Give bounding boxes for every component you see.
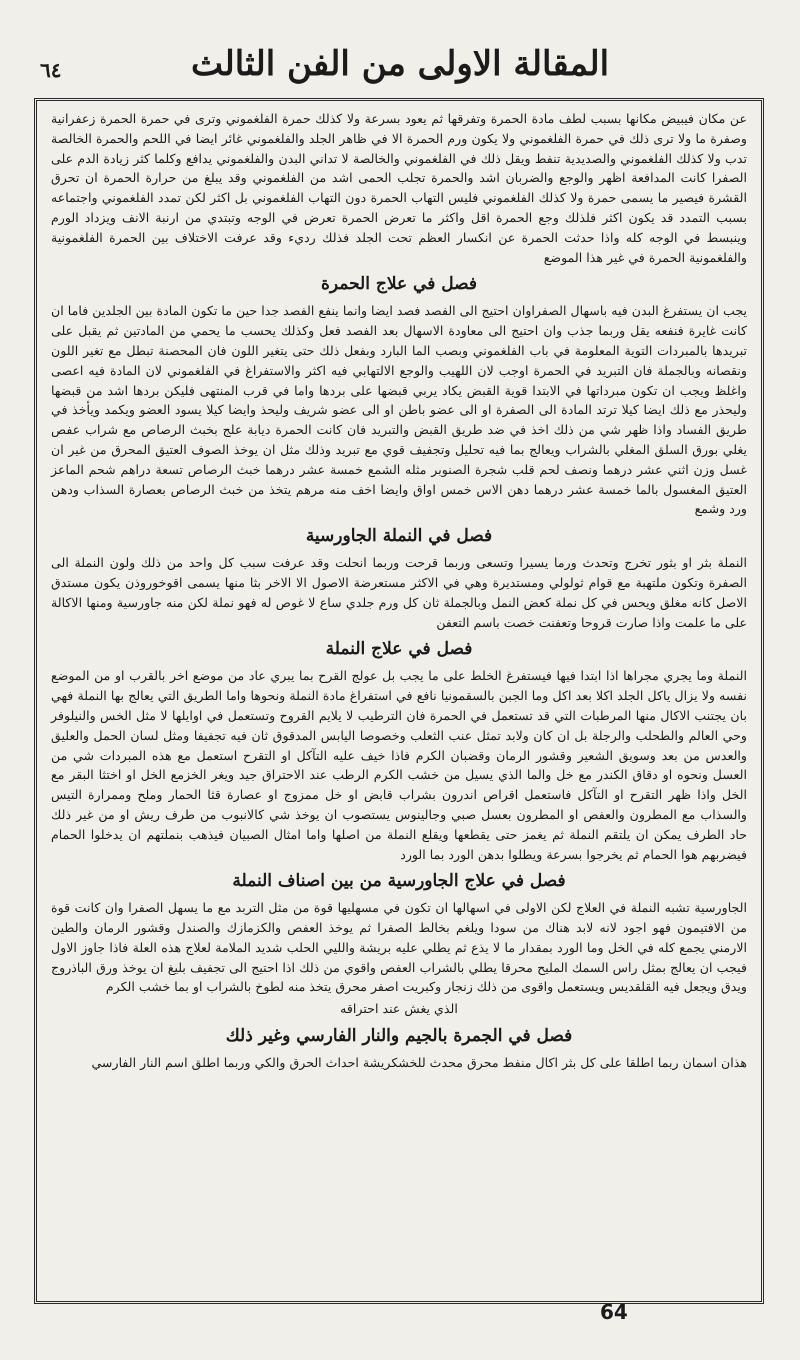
- section-heading-millet-ant: فصل في النملة الجاورسية: [305, 526, 493, 547]
- paragraph-treatment-of-millet-type: الجاورسية تشبه النملة في العلاج لكن الاولى في اسهالها ان تكون في مسهليها قوة من مثل التربد مع ما يسهل الصفرا وان كانت قوة من الافتيمون فهو اجود لانه لابد هناك من سودا ويلغم بخالط الصفرا ثم يوخذ العفص والكزمازك والصندل وقشور الرمان والطين الارمني يجمع كله في الخل وما الورد بمقدار ما لا يذع ثم يطلي عليه بريشة والليي الحلب شديد الملامة لعلاج هذه العلة فاذا جاوز الاول فيجب ان يعالج بمثل راس السمك المليح محرقا يطلي بالشراب العفص واقوي من ذلك اذا احتيج الى تجفيف بليغ ان يوخذ ورق الباذروج ويدق ويجعل فيه القلقديس ويستعمل واقوى من ذلك زنجار وكبريت اصفر محرق يتخذ منه لطوخ بالشراب او بما خشب الكرم: [51, 900, 747, 995]
- paragraph-treatment-of-erysipelas: يجب ان يستفرغ البدن فيه باسهال الصفراوان احتيج الى الفصد فصد ايضا وانما ينفع الفصد جدا حين ما تكون المادة بين الجلدين فاما ان كانت غايرة فنفعه يقل وربما جذب وان احتيج الى معاودة الاسهال بعد الفصد فعل وكذلك يحسب ما يحمي من المادتين ثم يقبل على تبريدها بالمبردات التوية المعلومة في باب الفلغموني وبصب الما البارد وبفعل ذلك حتى يتغير اللون فان المحصنة تبطل مع تغير اللون ونقصانه وبالجملة فان التبريد في الحمرة اوجب لان اللهيب والوجع الالتهابي فيه اكثر والاستفراغ في الفلغموني لان المادة فيه اعصى واغلظ ويجب ان تكون مبرداتها في الابتدا قوية القبض يكاد يربي قبضها على بردها واما في قرب المنتهى فليكن بردها اشد من قبضها وليحذر مع ذلك ايضا كيلا ترتد المادة الى الصفرة او الى عضو باطن او الى عضو شريف وليحذ وايضا كيلا يسود العضو ويكمد ويأخذ في طريق الفساد واذا ظهر شي من ذلك اخذ في ضد طريق القبض والتبريد فان كانت الحمرة ديابة علج بخبث الرصاص مع شراب عفص يغلي بورق السلق المغلي بالشراب ويعالج بما فيه تحليل وتجفيف قوي مع تبريد وذلك مثل ان يوخذ الصوف العتيق المحرق من غير ان غسل وزن اثني عشر درهما ونصف لحم قلب شجرة الصنوبر مثله الشمع خمسة عشر درهما خبث الرصاص تسعة دراهم شحم الماعز العتيق المغسول بالما خمسة عشر درهما دهن الاس خمس اواق وايضا اخف منه مرهم يتخذ من خبث الرصاص بعصارة السذاب ودهن ورد وشمع: [51, 303, 747, 517]
- section-heading-treatment-of-ant: فصل في علاج النملة: [325, 639, 473, 660]
- paragraph-anthrax: هذان اسمان ربما اطلقا على كل بثر اكال منفط محرق محدث للخشكريشة احداث الحرق والكي وربما اطلق اسم النار الفارسي: [91, 1055, 747, 1071]
- paragraph-intro: عن مكان فيبيض مكانها بسبب لطف مادة الحمرة وتفرقها ثم يعود بسرعة ولا كذلك حمرة الفلغموني وترى في حمرة الحمرة زعفرانية وصفرة ما ولا ترى ذلك في حمرة الفلغموني ولا يكون ورم الحمرة الا في ظاهر الجلد والفلغموني غائر ايضا في اللحم والحمرة الخالصة تدب ولا كذلك الفلغموني والصديدية تنفط ويقل ذلك في الفلغموني والخالصة لا تداني البدن والفلغموني يدافع وكلما كثر زيادة الدم على الصفرا كانت المدافعة اظهر والوجع والضربان اشد والحمرة تجلب الحمى اشد من الفلغموني وقد يبلغ من حرارة الحمرة ان تحرق القشرة فيصير ما يسمى حمرة ولا كذلك الفلغموني فليس التهاب الحمرة دون التهاب الفلغموني بل اكثر لكن تمدد الفلغموني واجتماعه بسبب التمدد قد يكون اكثر فلذلك وجع الحمرة اقل واكثر ما تعرض الحمرة تعرض في الوجه وتبتدي من ارنبة الانف ويزداد الورم وينبسط في الوجه كله واذا حدثت الحمرة عن انكسار العظم تحت الجلد فذلك رديء وقد عرفت الاختلاف بين الحمرة الفلغمونية والفلغمونية الحمرة في غير هذا الموضع: [51, 111, 747, 265]
- section-heading-treatment-of-millet-type: فصل في علاج الجاورسية من بين اصناف النملة: [232, 871, 566, 892]
- text-frame: [34, 98, 764, 1304]
- header-page-number: ٦٤: [40, 58, 62, 82]
- paragraph-treatment-of-ant: النملة وما يجري مجراها اذا ابتدا فيها فيستفرغ الخلط على ما يجب بل عولج القرح بما يبري عاد من موضع اخر بالقرب او من الموضع نفسه ولا يزال ياكل الجلد اكلا بعد اكل وما الجبن بالسقمونيا نافع في استفراغ مادة النملة ونحوها واما الطريق التي يعالج بها النملة فهي بان يجتنب الاكال منها المرطبات التي قد تستعمل في الحمرة فان الترطيب لا يلايم القروح وتستعمل في اوايلها لا مثل الخس والنيلوفر وحي العالم والطحلب والرجلة بل ان كان ولابد تمثل عنب الثعلب وخصوصا اليابس المدقوق ثان فيه تجفيفا ومثل لسان الحمل والعليق والعدس من بعد وسويق الشعير وقشور الرمان وقضبان الكرم فاذا خيف عليه التآكل او التقرح استعمل مع هذه المبردات شي من العسل ونحوه او دقاق الكندر مع خل والما الذي يسيل من خشب الكرم الرطب عند الاحتراق جيد ويغر الخزمع الخل او اختثا البقر مع الخل واذا ظهر التقرح او التآكل فاستعمل اقراص اندرون بشراب قابض او خل ممزوج او عصارة قثا الحمار وملح وممرارة التيس والسذاب مع المطرون والعفص او المطرون بعسل صبي وجالينوس يستصوب ان يوخذ شي كالانبوب من طرف ريش او من غير ذلك حاد الطرف يمكن ان يلتقم النملة ثم يغمز حتى يقطعها ويقلع النملة من اصلها واما امثال الصبيان فيذهب بنملتهم ان يدخلوا الحمام فيضربهم هوا الحمام ثم يخرجوا بسرعة ويطلوا بدهن الورد بما الورد: [51, 668, 747, 862]
- paragraph-closing-line: الذي يغش عند احتراقه: [340, 1001, 458, 1017]
- section-heading-treatment-of-erysipelas: فصل في علاج الحمرة: [320, 274, 478, 295]
- header-title: المقالة الاولى من الفن الثالث: [190, 44, 610, 84]
- paragraph-millet-ant: النملة بثر او بثور تخرج وتحدث ورما يسيرا وتسعى وربما قرحت وربما انحلت وقد عرفت سبب كل واحد من ذلك ولون النملة الى الصفرة وتكون ملتهبة مع قوام ثولولي ومستديرة وهي في الاكثر مستعرضة الاصول الا الاخر بثا منها يسمى اقوخوروذن يكون مستدق الاصل كانه مغلق ويحس في كل نملة كعض النمل وبالجملة ثان كل ورم جلدي ساع لا غوص له فهو نملة لكن منه جاورسية ومنها الاكالة على ما علمت واذا صارت قروحا وتعفنت خصت باسم التعفن: [51, 555, 747, 630]
- footer-page-number: 64: [600, 1300, 628, 1324]
- running-header: [110, 34, 690, 94]
- section-heading-anthrax: فصل في الجمرة بالجيم والنار الفارسي وغير ذلك: [225, 1026, 573, 1047]
